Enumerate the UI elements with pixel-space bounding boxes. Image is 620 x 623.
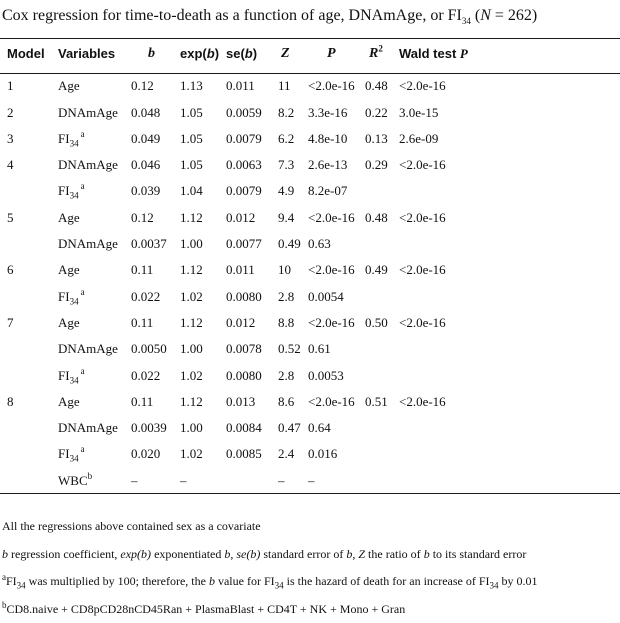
header-seb-post: ) [253,46,257,61]
cell-b: 0.020 [131,441,160,467]
header-seb [226,41,257,67]
cell-variable [58,310,80,336]
cell-wald: 2.6e-09 [399,126,438,152]
cell-p: <2.0e-16 [308,389,355,415]
footnote-abbrev-part: exp(b) [120,547,151,561]
cell-model: 4 [7,152,14,178]
cell-b: 0.11 [131,389,153,415]
footnote-abbrev-part: regression coefficient, [8,547,120,561]
cell-p: 0.61 [308,336,331,362]
footnote-abbrev-part: b [2,547,8,561]
footnote-abbrev-part: , [352,547,358,561]
caption-n-var: N [480,7,491,24]
footnote-b [2,596,538,623]
cell-variable [58,178,85,204]
footnote-marker: a [81,181,85,191]
footnote-a [2,568,538,596]
cell-b: 0.022 [131,284,160,310]
header-r2 [369,41,383,67]
cell-seb: 0.0080 [226,284,262,310]
cell-p: 0.64 [308,415,331,441]
cell-expb: 1.12 [180,257,203,283]
cell-r2: 0.48 [365,205,388,231]
cell-b: 0.039 [131,178,160,204]
cell-expb: 1.12 [180,205,203,231]
cell-seb: 0.0078 [226,336,262,362]
footnote-abbrev-part: Z [358,547,365,561]
cell-r2: 0.48 [365,73,388,99]
footnote-b-marker: b [2,600,7,610]
variable-name: FI [58,131,70,146]
header-z: Z [281,41,290,67]
cell-seb: 0.012 [226,205,255,231]
cell-model: 2 [7,100,14,126]
footnote-abbrev-part: exponentiated [151,547,224,561]
table-row [0,468,620,494]
variable-name: FI [58,289,70,304]
cell-expb: 1.02 [180,284,203,310]
variable-name: FI [58,368,70,383]
header-wald-pre: Wald test [399,46,460,61]
cell-z: 8.6 [278,389,294,415]
footnote-marker: a [81,129,85,139]
footnote-abbrev-part: , [230,547,236,561]
table-row [0,100,620,126]
header-r2-letter: R [369,46,378,61]
table-row [0,205,620,231]
cell-z: 0.52 [278,336,301,362]
cell-p: 0.63 [308,231,331,257]
cell-z: 2.8 [278,363,294,389]
variable-subscript: 34 [70,138,79,148]
cell-p: 0.0053 [308,363,344,389]
footnote-abbrev-part: standard error of [260,547,346,561]
cell-expb: 1.13 [180,73,203,99]
cell-z: 0.49 [278,231,301,257]
cell-variable [58,284,85,310]
variable-subscript: 34 [70,454,79,464]
cell-z: – [278,468,285,494]
cell-variable [58,468,92,494]
footnote-a-text2: was multiplied by 100; therefore, the [26,574,209,588]
footnote-a-marker: a [2,572,6,582]
cell-r2: 0.22 [365,100,388,126]
cell-model: 7 [7,310,14,336]
cell-model: 5 [7,205,14,231]
table-row [0,336,620,362]
cell-p: 0.0054 [308,284,344,310]
cell-wald: <2.0e-16 [399,152,446,178]
table-row [0,231,620,257]
table-footnotes [2,513,538,623]
cell-variable [58,126,85,152]
cell-variable [58,73,80,99]
table-row [0,73,620,99]
variable-subscript: 34 [70,296,79,306]
table-row [0,310,620,336]
header-seb-var: b [245,46,253,61]
footnote-a-sub1: 34 [17,580,26,590]
cell-b: 0.046 [131,152,160,178]
footnote-a-sub2: 34 [275,580,284,590]
footnote-abbrev-part: se(b) [236,547,260,561]
variable-name: WBC [58,473,88,488]
variable-name: DNAmAge [58,341,118,356]
footnote-abbrev-part: to its standard error [430,547,527,561]
caption-n-open: ( [471,7,480,24]
footnote-a-text5: by 0.01 [499,574,538,588]
cell-z: 2.8 [278,284,294,310]
cell-p: 3.3e-16 [308,100,347,126]
cell-wald: <2.0e-16 [399,389,446,415]
variable-name: DNAmAge [58,420,118,435]
variable-name: DNAmAge [58,236,118,251]
cell-p: <2.0e-16 [308,205,355,231]
table-row [0,415,620,441]
variable-subscript: 34 [70,191,79,201]
cell-seb: 0.011 [226,257,255,283]
footnote-a-sub3: 34 [490,580,499,590]
cell-p: 8.2e-07 [308,178,347,204]
cell-b: 0.11 [131,310,153,336]
cell-p: <2.0e-16 [308,310,355,336]
footnote-marker: a [81,287,85,297]
cell-seb: 0.012 [226,310,255,336]
header-b: b [148,41,155,67]
cell-variable [58,152,118,178]
footnote-a-bvar: b [209,574,215,588]
footnote-abbrev-part: b [224,547,230,561]
cell-seb: 0.0079 [226,126,262,152]
cell-p: – [308,468,315,494]
cell-wald: <2.0e-16 [399,205,446,231]
cell-b: 0.11 [131,257,153,283]
header-p: P [327,41,336,67]
cell-seb: 0.0084 [226,415,262,441]
caption-text: Cox regression for time-to-death as a function of age, DNAmAge, or FI [2,7,462,24]
cell-seb: 0.0085 [226,441,262,467]
cell-seb: 0.0063 [226,152,262,178]
cell-z: 4.9 [278,178,294,204]
cell-expb: 1.00 [180,415,203,441]
cell-b: 0.12 [131,73,154,99]
cell-expb: 1.12 [180,389,203,415]
cell-expb: 1.12 [180,310,203,336]
variable-name: Age [58,262,80,277]
header-model: Model [7,41,45,67]
cell-variable [58,363,85,389]
cell-model: 8 [7,389,14,415]
footnote-marker: b [88,471,93,481]
cell-b: 0.048 [131,100,160,126]
cell-p: <2.0e-16 [308,257,355,283]
table-caption [2,7,537,25]
cell-expb: 1.04 [180,178,203,204]
cell-b: 0.0050 [131,336,167,362]
header-r2-sup: 2 [378,43,383,53]
cell-seb: 0.013 [226,389,255,415]
cell-r2: 0.51 [365,389,388,415]
header-expb-post: ) [215,46,219,61]
cell-expb: – [180,468,187,494]
header-variables: Variables [58,41,115,67]
header-seb-pre: se( [226,46,245,61]
variable-name: Age [58,315,80,330]
table-header-row [0,41,620,67]
table-row [0,152,620,178]
cell-variable [58,389,80,415]
cell-expb: 1.05 [180,152,203,178]
cell-wald: <2.0e-16 [399,73,446,99]
cell-b: 0.0039 [131,415,167,441]
table-row [0,178,620,204]
caption-n-rest: = 262) [491,7,537,24]
cell-expb: 1.05 [180,100,203,126]
header-expb-var: b [207,46,215,61]
cell-b: 0.12 [131,205,154,231]
variable-name: FI [58,446,70,461]
footnote-abbreviations [2,541,538,569]
cell-r2: 0.49 [365,257,388,283]
table-row [0,126,620,152]
cell-b: 0.0037 [131,231,167,257]
table-row [0,441,620,467]
footnote-abbrev-part: the ratio of [365,547,424,561]
variable-name: FI [58,183,70,198]
cell-seb: 0.0059 [226,100,262,126]
variable-name: DNAmAge [58,157,118,172]
variable-name: DNAmAge [58,105,118,120]
cell-variable [58,231,118,257]
cell-r2: 0.50 [365,310,388,336]
cell-wald: <2.0e-16 [399,257,446,283]
cell-expb: 1.02 [180,363,203,389]
cell-expb: 1.00 [180,231,203,257]
cell-expb: 1.00 [180,336,203,362]
cell-z: 2.4 [278,441,294,467]
cell-p: 0.016 [308,441,337,467]
cell-r2: 0.29 [365,152,388,178]
variable-name: Age [58,210,80,225]
cell-model: 3 [7,126,14,152]
variable-subscript: 34 [70,375,79,385]
table-top-rule [0,38,620,39]
header-expb-pre: exp( [180,46,207,61]
table-row [0,389,620,415]
variable-name: Age [58,78,80,93]
table-body [0,73,620,494]
cell-z: 11 [278,73,291,99]
cell-model: 6 [7,257,14,283]
cell-z: 8.2 [278,100,294,126]
cell-p: 4.8e-10 [308,126,347,152]
header-wald [399,41,468,67]
table-row [0,363,620,389]
footnote-covariate: All the regressions above contained sex as a covariate [2,513,538,541]
cell-model: 1 [7,73,14,99]
cell-z: 10 [278,257,291,283]
cell-seb: 0.0080 [226,363,262,389]
cell-variable [58,205,80,231]
cell-variable [58,415,118,441]
header-expb [180,41,219,67]
footnote-b-text: CD8.naive + CD8pCD28nCD45Ran + PlasmaBlast + CD4T + NK + Mono + Gran [7,602,406,616]
footnote-abbrev-part: b [424,547,430,561]
cell-z: 8.8 [278,310,294,336]
cell-variable [58,257,80,283]
cell-z: 6.2 [278,126,294,152]
cell-expb: 1.05 [180,126,203,152]
table-row [0,257,620,283]
cell-z: 9.4 [278,205,294,231]
footnote-marker: a [81,366,85,376]
cell-variable [58,441,85,467]
cell-wald: 3.0e-15 [399,100,438,126]
cell-seb: 0.0077 [226,231,262,257]
cell-expb: 1.02 [180,441,203,467]
results-table [0,47,620,494]
cell-z: 7.3 [278,152,294,178]
table-row [0,284,620,310]
footnote-marker: a [81,444,85,454]
cell-b: – [131,468,138,494]
footnote-abbrev-part: b [346,547,352,561]
cell-b: 0.049 [131,126,160,152]
cell-z: 0.47 [278,415,301,441]
variable-name: Age [58,394,80,409]
cell-variable [58,336,118,362]
cell-seb: 0.011 [226,73,255,99]
caption-subscript: 34 [462,16,471,26]
cell-wald: <2.0e-16 [399,310,446,336]
cell-r2: 0.13 [365,126,388,152]
footnote-a-text4: is the hazard of death for an increase of FI [284,574,490,588]
cell-variable [58,100,118,126]
cell-b: 0.022 [131,363,160,389]
cell-p: 2.6e-13 [308,152,347,178]
cell-seb: 0.0079 [226,178,262,204]
footnote-a-text3: value for FI [215,574,275,588]
footnote-a-text1: FI [6,574,17,588]
cell-p: <2.0e-16 [308,73,355,99]
header-wald-var: P [460,46,468,61]
